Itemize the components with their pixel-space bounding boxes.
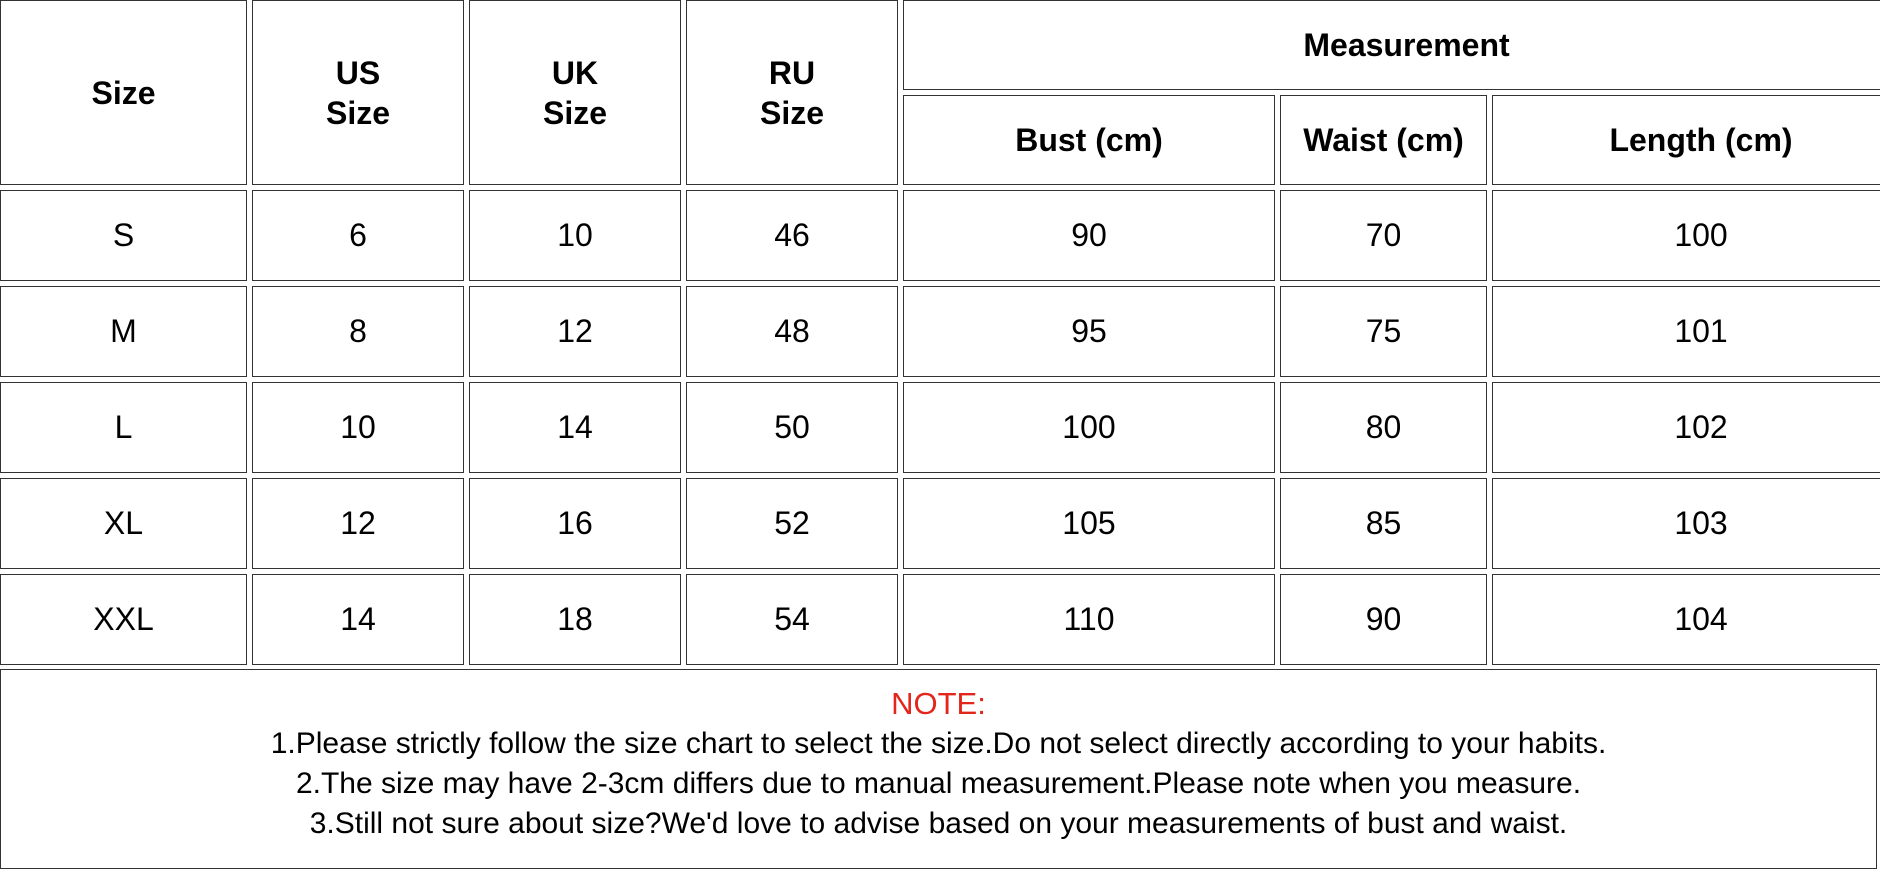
table-row xyxy=(0,190,1880,281)
header-measurement: Measurement xyxy=(903,0,1880,90)
cell-bust: 95 xyxy=(903,286,1275,377)
cell-us: 14 xyxy=(252,574,464,665)
header-uk-size xyxy=(469,0,681,185)
cell-length: 101 xyxy=(1492,286,1880,377)
cell-uk: 18 xyxy=(469,574,681,665)
cell-length: 102 xyxy=(1492,382,1880,473)
cell-length: 103 xyxy=(1492,478,1880,569)
cell-ru: 48 xyxy=(686,286,898,377)
cell-size: M xyxy=(0,286,247,377)
cell-ru: 50 xyxy=(686,382,898,473)
cell-us: 12 xyxy=(252,478,464,569)
cell-size: XXL xyxy=(0,574,247,665)
cell-bust: 100 xyxy=(903,382,1275,473)
header-us-size-label: US Size xyxy=(325,54,391,131)
cell-ru: 54 xyxy=(686,574,898,665)
note-line-2: 2.The size may have 2-3cm differs due to manual measurement.Please note when you measure. xyxy=(295,767,1582,800)
cell-ru: 52 xyxy=(686,478,898,569)
table-row xyxy=(0,478,1880,569)
table-row xyxy=(0,286,1880,377)
cell-uk: 10 xyxy=(469,190,681,281)
cell-size: XL xyxy=(0,478,247,569)
header-size: Size xyxy=(0,0,247,185)
header-waist: Waist (cm) xyxy=(1280,95,1487,185)
note-title: NOTE: xyxy=(891,686,986,721)
cell-uk: 16 xyxy=(469,478,681,569)
cell-length: 104 xyxy=(1492,574,1880,665)
cell-bust: 110 xyxy=(903,574,1275,665)
cell-ru: 46 xyxy=(686,190,898,281)
cell-waist: 70 xyxy=(1280,190,1487,281)
table-row xyxy=(0,382,1880,473)
note-line-3: 3.Still not sure about size?We'd love to advise based on your measurements of bust and waist. xyxy=(309,807,1568,840)
cell-size: L xyxy=(0,382,247,473)
cell-bust: 90 xyxy=(903,190,1275,281)
header-ru-size-label: RU Size xyxy=(759,54,825,131)
cell-size: S xyxy=(0,190,247,281)
header-ru-size xyxy=(686,0,898,185)
cell-us: 10 xyxy=(252,382,464,473)
header-bust: Bust (cm) xyxy=(903,95,1275,185)
cell-bust: 105 xyxy=(903,478,1275,569)
cell-waist: 75 xyxy=(1280,286,1487,377)
cell-length: 100 xyxy=(1492,190,1880,281)
note-line-1: 1.Please strictly follow the size chart to select the size.Do not select directly according to your habits. xyxy=(270,727,1607,760)
cell-waist: 85 xyxy=(1280,478,1487,569)
header-length: Length (cm) xyxy=(1492,95,1880,185)
note-box xyxy=(0,669,1877,869)
table-row xyxy=(0,574,1880,665)
cell-us: 6 xyxy=(252,190,464,281)
cell-waist: 80 xyxy=(1280,382,1487,473)
cell-uk: 12 xyxy=(469,286,681,377)
cell-us: 8 xyxy=(252,286,464,377)
header-uk-size-label: UK Size xyxy=(542,54,608,131)
cell-uk: 14 xyxy=(469,382,681,473)
cell-waist: 90 xyxy=(1280,574,1487,665)
header-us-size xyxy=(252,0,464,185)
